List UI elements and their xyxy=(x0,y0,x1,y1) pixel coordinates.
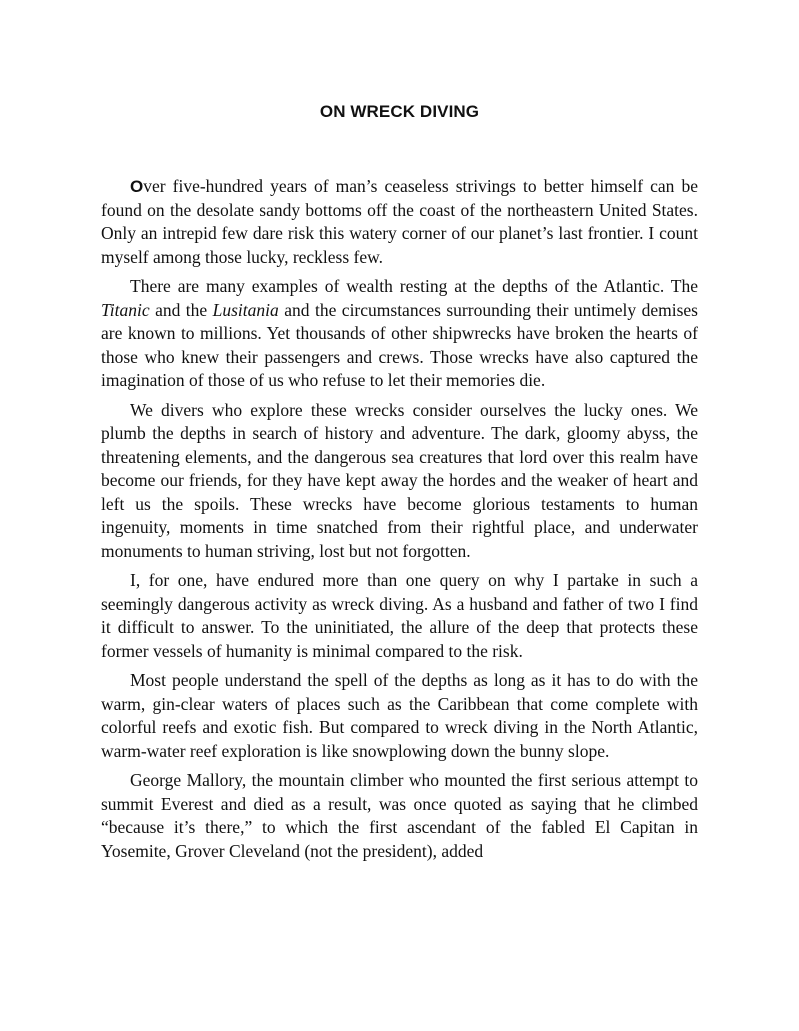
ship-name-titanic: Titanic xyxy=(101,299,150,320)
paragraph-5: Most people understand the spell of the depths as long as it has to do with the warm, gin-clear waters of places such as the Caribbean that come complete with colorful reefs and exotic fish. But compared to wreck diving in the North Atlantic, warm-water reef exploration is like snowplowing down the bunny slope. xyxy=(101,670,698,761)
ship-name-lusitania: Lusitania xyxy=(212,299,279,320)
paragraph-2-text-c: and the circumstances surrounding their untimely demises are known to millions. Yet thousands of other shipwrecks have broken the hearts of those who knew their passengers and crews. Those wrecks have also captured the imagination of those of us who refuse to let their memories die. xyxy=(101,299,698,390)
paragraph-4: I, for one, have endured more than one query on why I partake in such a seemingly dangerous activity as wreck diving. As a husband and father of two I find it difficult to answer. To the uninitiated, the allure of the deep that protects these former vessels of humanity is minimal compared to the risk. xyxy=(101,570,698,661)
paragraph-6: George Mallory, the mountain climber who mounted the first serious attempt to summit Everest and died as a result, was once quoted as saying that he climbed “because it’s there,” to which the first ascendant of the fabled El Capitan in Yosemite, Grover Cleveland (not the president), added xyxy=(101,770,698,861)
paragraph-3: We divers who explore these wrecks consider ourselves the lucky ones. We plumb the depths in search of history and adventure. The dark, gloomy abyss, the threatening elements, and the dangerous sea creatures that lord over this realm have become our friends, for they have kept away the hordes and the weaker of heart and left us the spoils. These wrecks have become glorious testaments to human ingenuity, moments in time snatched from their rightful place, and underwater monuments to human striving, lost but not forgotten. xyxy=(101,399,698,561)
chapter-title: ON WRECK DIVING xyxy=(319,102,480,121)
paragraph-1 xyxy=(101,175,698,269)
paragraph-2 xyxy=(101,275,698,393)
lead-letter: O xyxy=(130,177,144,196)
paragraph-1-text: ver five-hundred years of man’s ceaseless strivings to better himself can be found on the desolate sandy bottoms off the coast of the northeastern United States. Only an intrepid few dare risk this watery corner of our planet’s last frontier. I count myself among those lucky, reckless few. xyxy=(101,176,698,267)
paragraph-2-text-a: There are many examples of wealth resting at the depths of the Atlantic. The xyxy=(130,276,698,296)
body-text xyxy=(101,175,698,869)
paragraph-2-text-b: and the xyxy=(149,299,213,320)
